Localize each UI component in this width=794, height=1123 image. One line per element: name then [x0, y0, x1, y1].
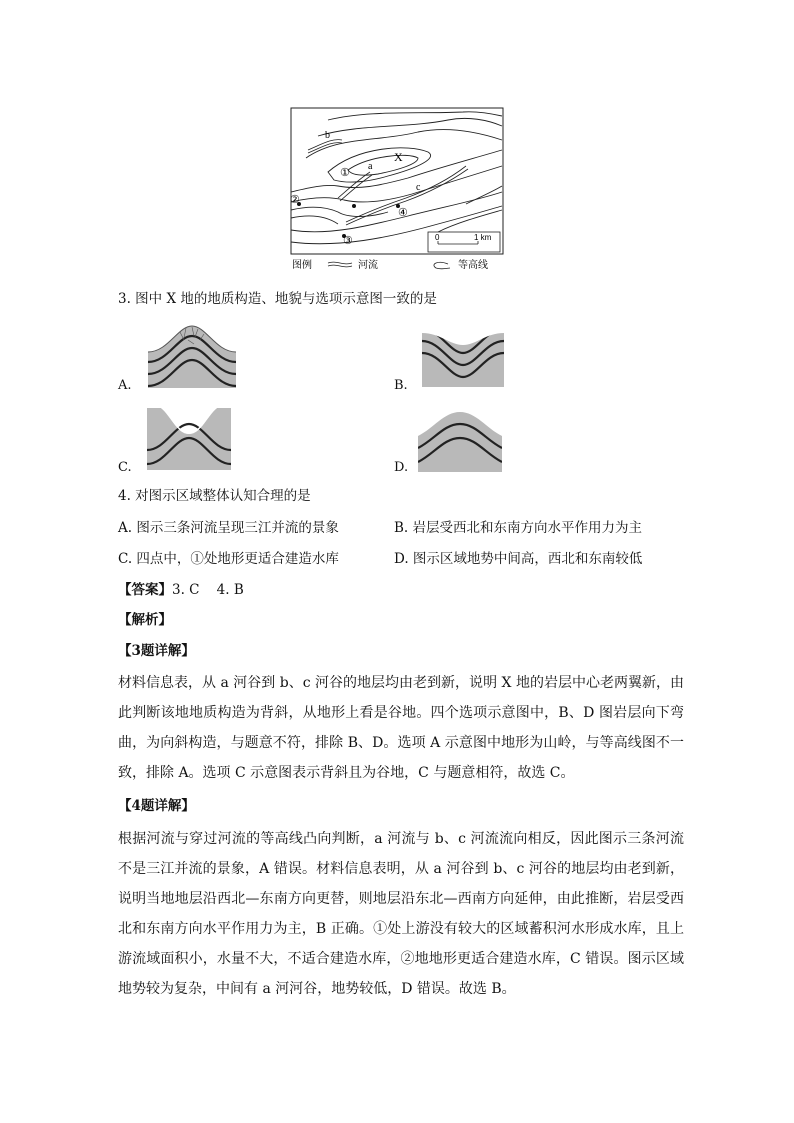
contour-map-figure — [288, 106, 506, 274]
q4-option-c: C. 四点中，①处地形更适合建造水库 — [118, 551, 339, 567]
q4-option-a: A. 图示三条河流呈现三江并流的景象 — [118, 520, 339, 536]
map-point-3: ③ — [343, 234, 353, 247]
q3-option-b-diagram — [422, 325, 504, 387]
q3-stem: 3. 图中 X 地的地质构造、地貌与选项示意图一致的是 — [118, 291, 437, 307]
q3-option-d-label: D. — [394, 460, 409, 475]
q4-option-d: D. 图示区域地势中间高，西北和东南较低 — [394, 551, 643, 567]
map-label-c: c — [416, 182, 421, 193]
legend-river-label: 河流 — [358, 260, 378, 271]
scale-zero: 0 — [435, 233, 440, 242]
scale-km: 1 km — [474, 233, 492, 242]
exp4-body: 根据河流与穿过河流的等高线凸向判断，a 河流与 b、c 河流流向相反，因此图示三条河流不是三江并流的景象，A 错误。材料信息表明，从 a 河谷到 b、c 河谷的地层均由老到新，说明当地地层沿西北—东南方向更替，则地层沿东北—西南方向延伸，由此推断，岩层受西北和东南方向水平作用力为主，B 正确。①处上游没有较大的区域蓄积河水形成水库，且上游流域面积小，水量不大，不适合建造水库，②地地形更适合建造水库，C 错误。图示区域地势较为复杂，中间有 a 河河谷，地势较低，D 错误。故选 B。 — [118, 831, 684, 997]
answer-text: 3. C 4. B — [172, 582, 244, 598]
map-point-1: ① — [340, 166, 350, 179]
q3-option-b-label: B. — [394, 378, 408, 393]
q3-option-c-label: C. — [118, 460, 132, 475]
map-point-2: ② — [290, 193, 300, 206]
map-label-x: X — [394, 150, 403, 164]
q3-option-d-diagram — [418, 408, 502, 472]
analysis-label: 【解析】 — [118, 612, 172, 628]
q4-option-b: B. 岩层受西北和东南方向水平作用力为主 — [394, 520, 643, 536]
legend-contour-label: 等高线 — [458, 260, 488, 271]
legend-river-symbol — [328, 262, 352, 267]
q3-option-a-label: A. — [118, 378, 132, 393]
exp3-title: 【3题详解】 — [118, 643, 195, 659]
map-point-4: ④ — [398, 206, 408, 219]
answer-line — [118, 580, 244, 600]
answer-label: 【答案】 — [118, 582, 172, 598]
map-label-a: a — [368, 161, 373, 172]
exp3-body: 材料信息表，从 a 河谷到 b、c 河谷的地层均由老到新，说明 X 地的岩层中心老两翼新，由此判断该地地质构造为背斜，从地形上看是谷地。四个选项示意图中，B、D 图岩层向下弯曲，为向斜构造，与题意不符，排除 B、D。选项 A 示意图中地形为山岭，与等高线图不一致，排除 A。选项 C 示意图表示背斜且为谷地，C 与题意相符，故选 C。 — [118, 675, 684, 781]
legend-title: 图例 — [292, 260, 312, 271]
legend-contour-symbol — [434, 262, 450, 269]
q3-option-a-diagram — [148, 322, 236, 388]
q4-stem: 4. 对图示区域整体认知合理的是 — [118, 488, 311, 504]
map-label-b: b — [325, 130, 330, 141]
exp4-title: 【4题详解】 — [118, 798, 195, 814]
q3-option-c-diagram — [147, 406, 231, 470]
